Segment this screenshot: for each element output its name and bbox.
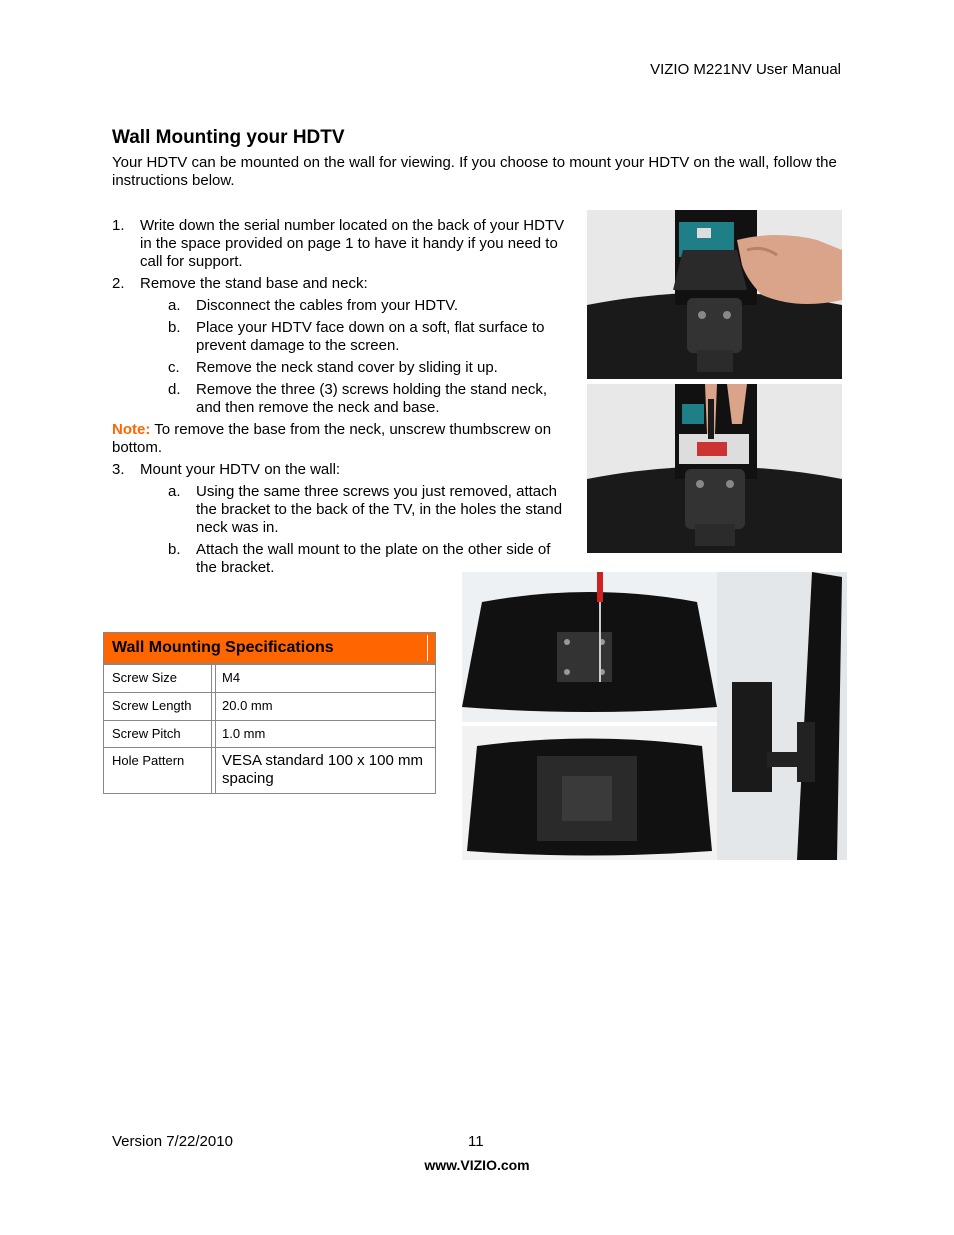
photo-bracket-screwing [462, 572, 717, 722]
photo-remove-screws [587, 384, 842, 553]
spec-key: Screw Pitch [104, 721, 212, 747]
photo-wall-mounted-tv [717, 572, 847, 860]
table-header [104, 633, 435, 664]
table-row [104, 747, 435, 793]
step-text: Mount your HDTV on the wall: [140, 461, 341, 478]
table-row [104, 692, 435, 720]
step-text: Remove the stand base and neck: [140, 275, 368, 292]
list-item [112, 381, 574, 417]
spec-key: Screw Size [104, 665, 212, 692]
list-item [112, 275, 574, 293]
manual-title: VIZIO M221NV User Manual [650, 61, 841, 78]
step-text: Write down the serial number located on the back of your HDTV in the space provided on page 1 to have it handy if you need to call for support. [140, 217, 565, 270]
list-item [112, 483, 574, 537]
step-number: 1. [112, 217, 125, 234]
spec-key: Hole Pattern [104, 748, 212, 793]
photo-remove-neck-cover [587, 210, 842, 379]
page-number: 11 [468, 1133, 484, 1150]
spec-value: 20.0 mm [222, 698, 273, 713]
instruction-list [112, 217, 574, 581]
list-item [112, 461, 574, 479]
intro-paragraph: Your HDTV can be mounted on the wall for viewing. If you choose to mount your HDTV on the wall, follow the instructions below. [112, 154, 837, 189]
note [112, 421, 574, 457]
section-title: Wall Mounting your HDTV [112, 127, 345, 148]
step-number: 3. [112, 461, 125, 478]
substep-text: Place your HDTV face down on a soft, flat surface to prevent damage to the screen. [196, 319, 545, 354]
table-row [104, 664, 435, 692]
list-item [112, 297, 574, 315]
substep-text: Remove the neck stand cover by sliding it up. [196, 359, 498, 376]
spec-key: Screw Length [104, 693, 212, 720]
substep-letter: d. [168, 381, 181, 398]
list-item [112, 319, 574, 355]
note-label: Note: [112, 421, 151, 438]
table-row [104, 720, 435, 747]
substep-letter: a. [168, 297, 181, 314]
photo-bracket-plate [462, 726, 717, 860]
table-title: Wall Mounting Specifications [112, 639, 334, 656]
substep-text: Using the same three screws you just removed, attach the bracket to the back of the TV, in the holes the stand neck was in. [196, 483, 563, 536]
header-edge-divider [427, 635, 433, 661]
note-text: To remove the base from the neck, unscrew thumbscrew on bottom. [112, 421, 552, 456]
list-item [112, 359, 574, 377]
spec-value: 1.0 mm [222, 726, 266, 741]
substep-letter: c. [168, 359, 180, 376]
footer-website: www.VIZIO.com [424, 1157, 530, 1173]
wall-mount-spec-table [103, 632, 436, 794]
substep-letter: a. [168, 483, 181, 500]
footer-version: Version 7/22/2010 [112, 1133, 233, 1150]
list-item [112, 217, 574, 271]
substep-letter: b. [168, 319, 181, 336]
substep-text: Disconnect the cables from your HDTV. [196, 297, 459, 314]
substep-letter: b. [168, 541, 181, 558]
spec-value: VESA standard 100 x 100 mm spacing [222, 752, 423, 787]
spec-value: M4 [222, 670, 241, 685]
step-number: 2. [112, 275, 125, 292]
substep-text: Remove the three (3) screws holding the stand neck, and then remove the neck and base. [196, 381, 548, 416]
substep-text: Attach the wall mount to the plate on the other side of the bracket. [196, 541, 551, 576]
